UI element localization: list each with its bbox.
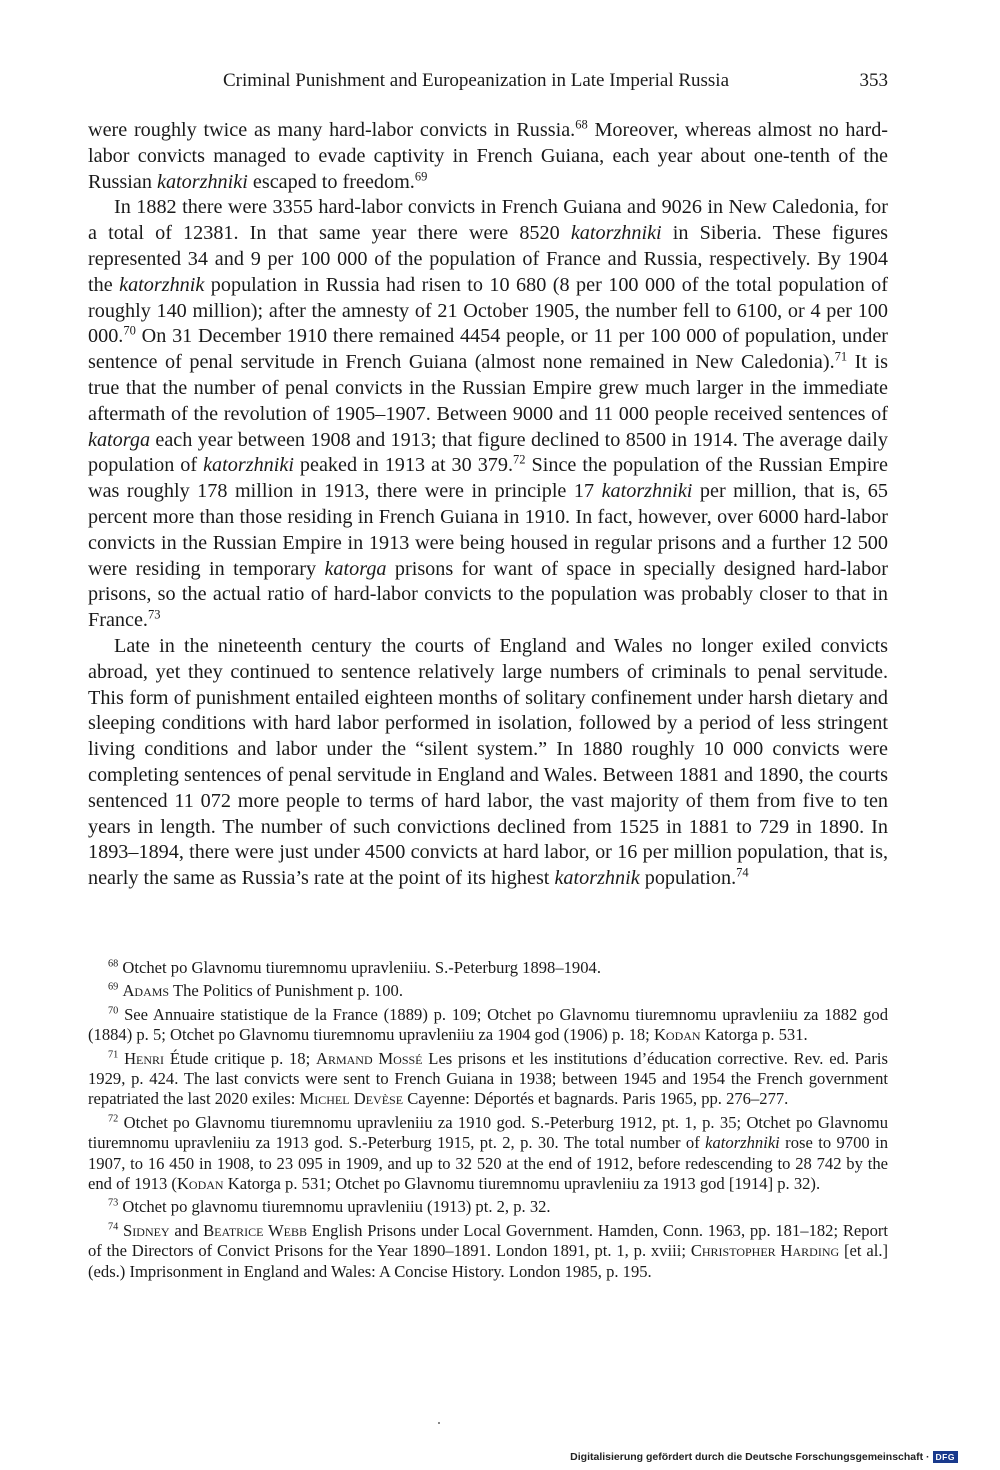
text-span: On 31 December 1910 there remained 4454 people, or 11 per 100 000 of population, under sentence of penal servitude in French Guiana (almost none remained in New Caledonia).: [88, 325, 888, 374]
paragraph-2: [88, 195, 888, 634]
footnote-ref-68: 68: [575, 117, 588, 132]
footnote-number: 69: [108, 981, 119, 993]
italic-term: katorzhniki: [601, 480, 693, 503]
author-name: Christopher Harding: [690, 1241, 840, 1261]
paragraph-1: [88, 118, 888, 195]
author-name: Armand Mossé: [315, 1048, 423, 1068]
footnote-text: See Annuaire statistique de la France (1889) p. 109; Otchet po Glavnomu tiuremnomu upravleniiu za 1882 god (1884) p. 5; Otchet po Glavnomu tiuremnomu upravleniiu za 1904 god (1906) p. 18;: [88, 1004, 888, 1045]
main-text: [88, 118, 888, 892]
footnote-ref-72: 72: [513, 452, 526, 467]
italic-term: katorga: [88, 428, 151, 451]
footnote-text: and: [169, 1220, 204, 1240]
text-span: in Siberia. These figures represented 34 and 9 per 100 000 of the population of France and Russia, respectively. By 1904 the: [88, 222, 889, 296]
text-span: population.: [639, 867, 737, 890]
text-span: per million, that is, 65 percent more than those residing in French Guiana in 1910. In fact, however, over 6000 hard-labor convicts in the Russian Empire in 1913 were being housed in regular prisons and a further 12 500 were residing in temporary: [88, 480, 888, 580]
footnote-70: [88, 1005, 888, 1046]
text-span: population in Russia had risen to 10 680 (8 per 100 000 of the total population of roughly 140 million); after the amnesty of 21 October 1905, the number fell to 6100, or 4 per 100 000.: [88, 273, 888, 348]
footnote-68: [88, 958, 888, 978]
footnote-number: 70: [108, 1005, 119, 1017]
digitization-footer: [570, 1451, 958, 1463]
footnote-text: rose to 9700 in 1907, to 16 450 in 1908, to 23 095 in 1909, and up to 32 520 at the end of 1912, before redescending to 28 742 by the end of 1913 (: [88, 1133, 888, 1194]
footnote-ref-71: 71: [834, 349, 848, 364]
footnote-text: [et al.] (eds.) Imprisonment in England and Wales: A Concise History. London 1985, p. 195.: [88, 1241, 888, 1281]
text-span: In 1882 there were 3355 hard-labor convicts in French Guiana and 9026 in New Caledonia, for a total of 12381. In that same year there were 8520: [88, 196, 888, 245]
footnote-text: Katorga p. 531.: [700, 1025, 808, 1045]
footnote-text: Étude critique p. 18;: [164, 1048, 316, 1068]
footnotes: [88, 958, 888, 1285]
footnote-ref-69: 69: [414, 168, 428, 183]
text-span: were roughly twice as many hard-labor convicts in Russia.: [88, 119, 576, 141]
author-name: Adams: [122, 981, 170, 1001]
footnote-ref-74: 74: [736, 865, 749, 880]
text-span: prisons for want of space in specially designed hard-labor prisons, so the actual ratio of hard-labor convicts to the population was probably closer to that in France.: [88, 557, 888, 632]
footnote-ref-73: 73: [147, 607, 161, 622]
text-span: peaked in 1913 at 30 379.: [293, 454, 514, 477]
italic-term: katorzhnik: [554, 867, 640, 890]
dfg-logo-icon: DFG: [933, 1451, 958, 1463]
footnote-text: Cayenne: Déportés et bagnards. Paris 1965, pp. 276–277.: [403, 1089, 789, 1109]
footnote-text: English Prisons under Local Government. Hamden, Conn. 1963, pp. 181–182; Report of the Directors of Convict Prisons for the Year 1890–1891. London 1891, pt. 1, p. xviii;: [88, 1220, 889, 1261]
footnote-71: [88, 1049, 888, 1110]
italic-term: katorzhniki: [156, 170, 248, 193]
footer-text: Digitalisierung gefördert durch die Deutsche Forschungsgemeinschaft ·: [570, 1451, 930, 1463]
footnote-69: [88, 981, 888, 1001]
author-name: Kodan: [176, 1174, 224, 1194]
footnote-number: 68: [108, 958, 119, 970]
text-span: Late in the nineteenth century the courts of England and Wales no longer exiled convicts abroad, yet they continued to sentence relatively large numbers of criminals to penal servitude. This form of punishment entailed eighteen months of solitary confinement under harsh dietary and sleeping conditions with hard labor performed in isolation, followed by a period of less stringent living conditions and labor under the “silent system.” In 1880 roughly 10 000 convicts were completing sentences of penal servitude in England and Wales. Between 1881 and 1890, the courts sentenced 11 072 more people to terms of hard labor, the vast majority of them from five to ten years in length. The number of such convictions declined from 1525 in 1881 to 729 in 1890. In 1893–1894, there were just under 4500 convicts at hard labor, or 16 per million population, that is, nearly the same as Russia’s rate at the point of its highest: [88, 634, 888, 890]
italic-term: katorzhniki: [705, 1133, 780, 1153]
footnote-ref-70: 70: [123, 323, 136, 338]
page-number: 353: [859, 70, 888, 91]
footnote-text: Katorga p. 531; Otchet po Glavnomu tiuremnomu upravleniiu za 1913 god [1914] p. 32).: [223, 1174, 821, 1194]
footnote-text: Otchet po Glavnomu tiuremnomu upravleniiu. S.-Peterburg 1898–1904.: [118, 958, 601, 977]
text-span: It is true that the number of penal convicts in the Russian Empire grew much larger in the immediate aftermath of the revolution of 1905–1907. Between 9000 and 11 000 people received sentences of: [88, 351, 888, 425]
running-title: Criminal Punishment and Europeanization in Late Imperial Russia: [223, 70, 730, 91]
paragraph-3: [88, 634, 888, 892]
footnote-number: 73: [108, 1197, 119, 1209]
author-name: Henri: [124, 1048, 165, 1068]
footnote-73: [88, 1197, 888, 1217]
footnote-number: 72: [108, 1113, 119, 1125]
footnote-text: Les prisons et les institutions d’éducation corrective. Rev. ed. Paris 1929, p. 424. The last convicts were sent to French Guiana in 1938; between 1945 and 1954 the French government repatriated the last 2020 exiles:: [88, 1048, 888, 1109]
author-name: Sidney: [123, 1220, 170, 1240]
italic-term: katorga: [324, 557, 387, 580]
footnote-72: [88, 1113, 888, 1195]
text-span: escaped to freedom.: [247, 170, 415, 193]
italic-term: katorzhniki: [203, 454, 294, 477]
footnote-number: 71: [108, 1049, 119, 1061]
author-name: Michel Devèse: [299, 1089, 404, 1109]
author-name: Beatrice Webb: [203, 1220, 307, 1240]
text-span: Since the population of the Russian Empire was roughly 178 million in 1913, there were in principle 17: [88, 454, 888, 503]
text-span: Moreover, whereas almost no hard-labor convicts managed to evade captivity in French Guiana, each year about one-tenth of the Russian: [88, 119, 889, 193]
italic-term: katorzhniki: [570, 222, 662, 245]
footnote-text: Otchet po glavnomu tiuremnomu upravleniiu (1913) pt. 2, p. 32.: [118, 1197, 551, 1217]
scan-speck: [438, 1422, 440, 1424]
author-name: Kodan: [653, 1025, 701, 1045]
text-span: each year between 1908 and 1913; that figure declined to 8500 in 1914. The average daily population of: [88, 428, 888, 477]
footnote-text: The Politics of Punishment p. 100.: [169, 981, 403, 1001]
footnote-74: [88, 1221, 888, 1282]
footnote-number: 74: [108, 1221, 119, 1233]
running-header: [88, 70, 888, 98]
italic-term: katorzhnik: [119, 273, 205, 296]
footnote-text: Otchet po Glavnomu tiuremnomu upravleniiu za 1910 god. S.-Peterburg 1912, pt. 1, p. 35; Otchet po Glavnomu tiuremnomu upravleniiu za 1913 god. S.-Peterburg 1915, pt. 2, p. 30. The total number of: [88, 1112, 888, 1153]
